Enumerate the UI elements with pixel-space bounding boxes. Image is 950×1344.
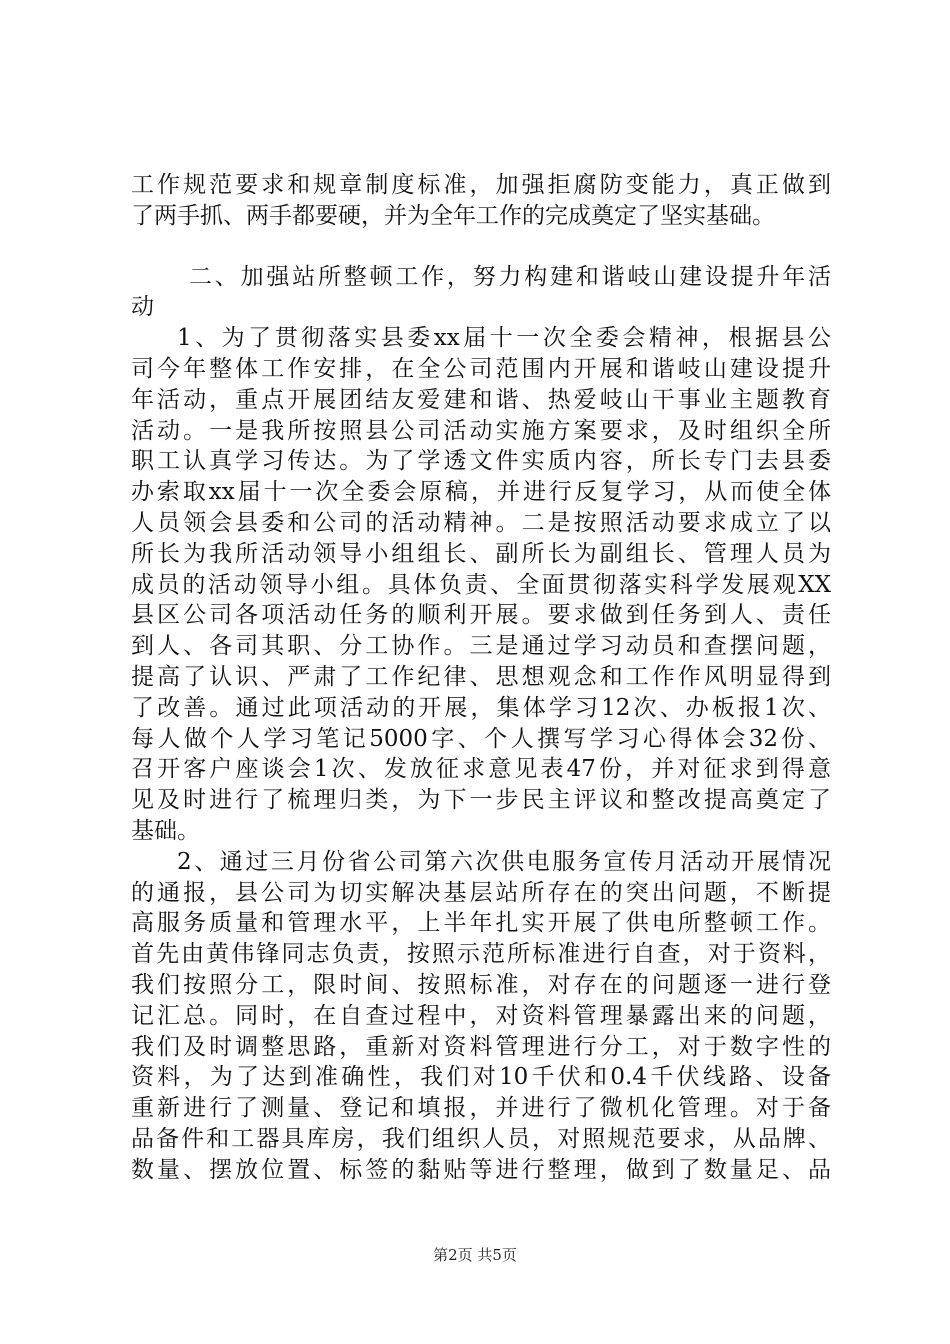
text-line: 县区公司各项活动任务的顺利开展。要求做到任务到人、责任 [131, 602, 831, 629]
text-line: 工作规范要求和规章制度标准，加强拒腐防变能力，真正做到 [131, 172, 831, 198]
heading-line: 二、加强站所整顿工作，努力构建和谐岐山建设提升年活 [189, 263, 831, 290]
page-number: 第2页 共5页 [433, 1246, 517, 1264]
text-line: 活动。一是我所按照县公司活动实施方案要求，及时组织全所 [131, 417, 831, 444]
text-line: 见及时进行了梳理归类，为下一步民主评议和整改提高奠定了 [131, 787, 831, 814]
text-line: 到人、各司其职、分工协作。三是通过学习动员和查摆问题， [131, 633, 831, 660]
text-line: 基础。 [131, 817, 200, 844]
text-line: 职工认真学习传达。为了学透文件实质内容，所长专门去县委 [131, 448, 831, 475]
text-line: 提高了认识、严肃了工作纪律、思想观念和工作作风明显得到 [131, 663, 831, 690]
page-footer [0, 1244, 950, 1265]
text-line: 数量、摆放位置、标签的黏贴等进行整理，做到了数量足、品 [131, 1156, 831, 1183]
text-line: 我们按照分工，限时间、按照标准，对存在的问题逐一进行登 [131, 971, 831, 998]
paragraph-3 [131, 847, 831, 1186]
text-line: 所长为我所活动领导小组组长、副所长为副组长、管理人员为 [131, 540, 831, 567]
text-line: 了改善。通过此项活动的开展，集体学习12次、办板报1次、 [131, 694, 831, 721]
text-line: 办索取xx届十一次全委会原稿，并进行反复学习，从而使全体 [131, 479, 831, 506]
text-line: 记汇总。同时，在自查过程中，对资料管理暴露出来的问题， [131, 1002, 831, 1029]
paragraph-1 [131, 170, 831, 232]
heading-line: 动 [131, 294, 154, 321]
text-line: 2、通过三月份省公司第六次供电服务宣传月活动开展情况 [177, 848, 831, 875]
text-line: 了两手抓、两手都要硬，并为全年工作的完成奠定了坚实基础。 [131, 202, 775, 229]
text-line: 人员领会县委和公司的活动精神。二是按照活动要求成立了以 [131, 509, 831, 536]
text-line: 的通报，县公司为切实解决基层站所存在的突出问题，不断提 [131, 879, 831, 906]
text-line: 重新进行了测量、登记和填报，并进行了微机化管理。对于备 [131, 1095, 831, 1122]
section-heading [131, 262, 831, 324]
text-line: 年活动，重点开展团结友爱建和谐、热爱岐山干事业主题教育 [131, 386, 831, 413]
text-line: 召开客户座谈会1次、发放征求意见表47份，并对征求到得意 [131, 756, 831, 783]
paragraph-2 [131, 323, 831, 847]
text-line: 高服务质量和管理水平，上半年扎实开展了供电所整顿工作。 [131, 910, 831, 937]
text-line: 首先由黄伟锋同志负责，按照示范所标准进行自查，对于资料， [131, 941, 831, 968]
text-line: 我们及时调整思路，重新对资料管理进行分工，对于数字性的 [131, 1033, 831, 1060]
text-line: 品备件和工器具库房，我们组织人员，对照规范要求，从品牌、 [131, 1125, 831, 1152]
document-body [131, 170, 831, 1186]
text-line: 1、为了贯彻落实县委xx届十一次全委会精神，根据县公 [177, 325, 831, 352]
text-line: 司今年整体工作安排，在全公司范围内开展和谐岐山建设提升 [131, 355, 831, 382]
text-line: 成员的活动领导小组。具体负责、全面贯彻落实科学发展观XX [131, 571, 831, 598]
text-line: 每人做个人学习笔记5000字、个人撰写学习心得体会32份、 [131, 725, 831, 752]
text-line: 资料，为了达到准确性，我们对10千伏和0.4千伏线路、设备 [131, 1064, 831, 1091]
